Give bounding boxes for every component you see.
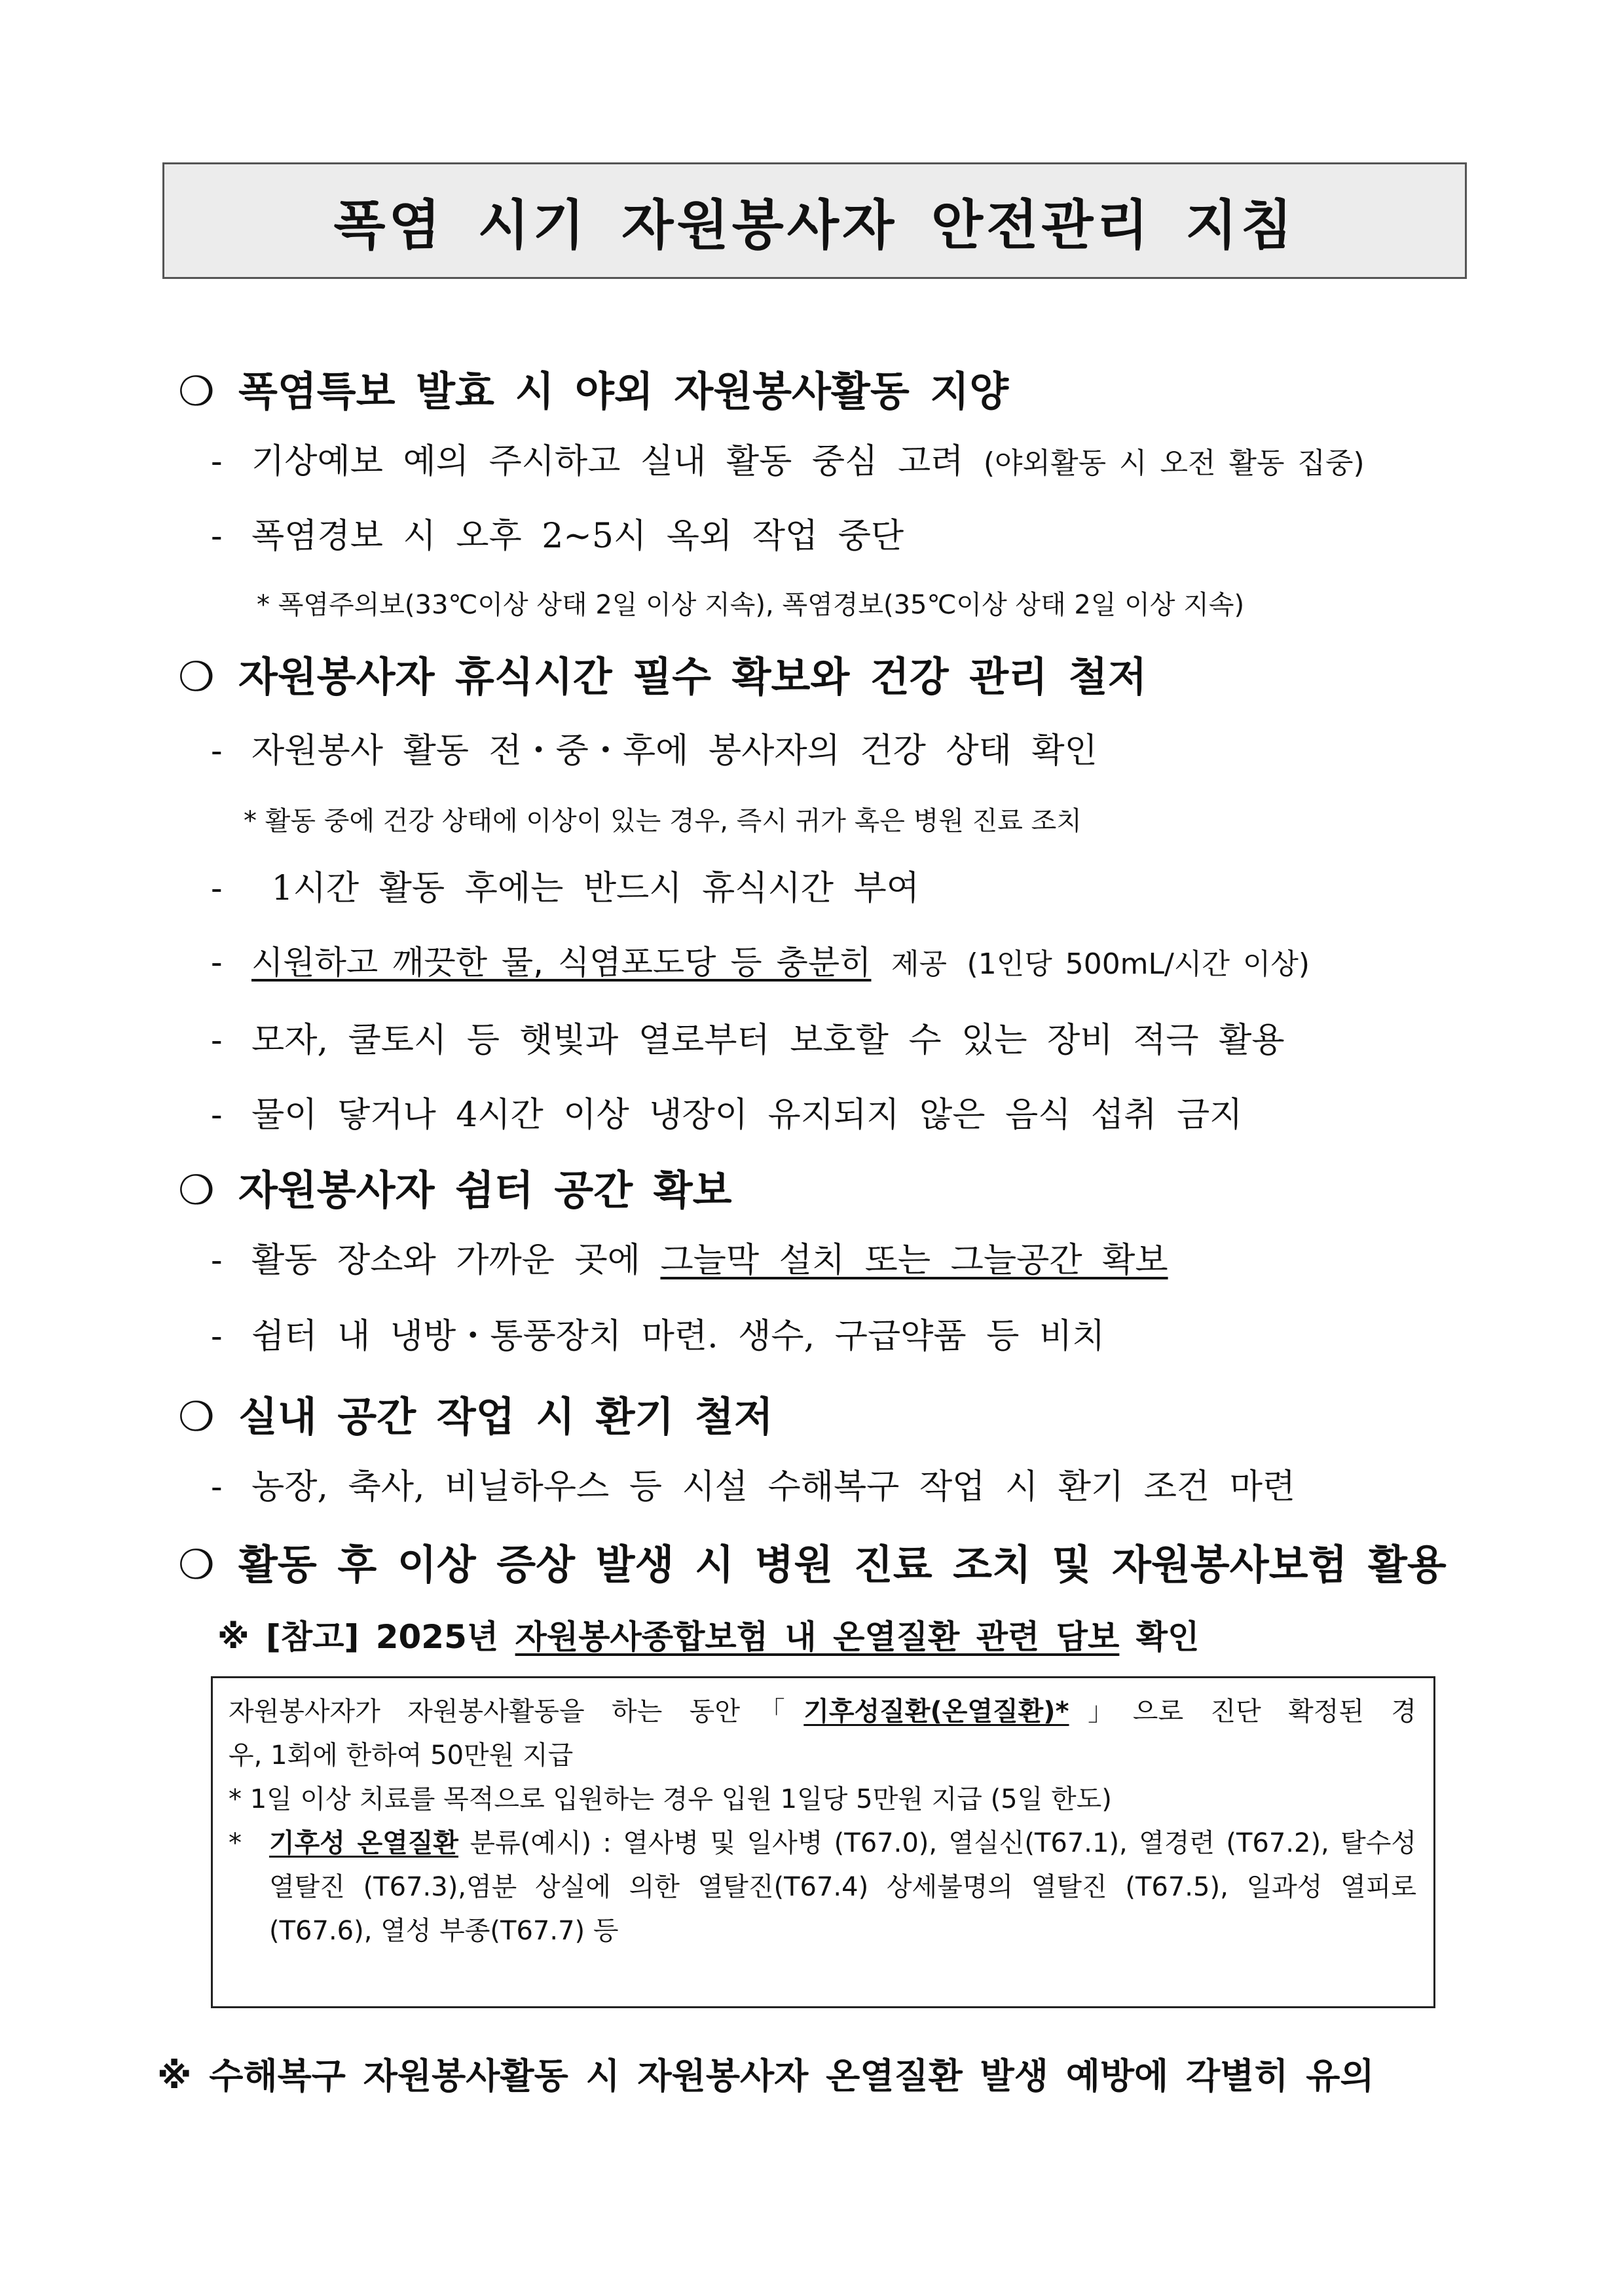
list-item: - 폭염경보 시 오후 2~5시 옥외 작업 중단 <box>211 517 904 556</box>
underlined-text: 시원하고 깨끗한 물, 식염포도당 등 충분히 <box>251 944 872 982</box>
box-line: * 1일 이상 치료를 목적으로 입원하는 경우 입원 1일당 5만원 지급 (5일 한도) <box>229 1784 1112 1814</box>
footnote: * 활동 중에 건강 상태에 이상이 있는 경우, 즉시 귀가 혹은 병원 진료 조치 <box>244 806 1082 836</box>
box-line: 우, 1회에 한하여 50만원 지급 <box>229 1740 574 1771</box>
section-heading: ❍ 실내 공간 작업 시 환기 철저 <box>178 1393 773 1441</box>
insurance-info-box <box>211 1676 1435 2008</box>
section-heading: ❍ 폭염특보 발효 시 야외 자원봉사활동 지양 <box>178 367 1009 415</box>
circle-bullet: ❍ <box>178 1541 215 1588</box>
section-heading: ❍ 자원봉사자 쉼터 공간 확보 <box>178 1166 732 1214</box>
final-note: ※ 수해복구 자원봉사활동 시 자원봉사자 온열질환 발생 예방에 각별히 유의 <box>157 2055 1375 2097</box>
underlined-text: 기후성질환(온열질환)* <box>803 1697 1069 1727</box>
page-title: 폭염 시기 자원봉사자 안전관리 지침 <box>333 194 1296 257</box>
list-item: - 물이 닿거나 4시간 이상 냉장이 유지되지 않은 음식 섭취 금지 <box>211 1095 1243 1135</box>
list-item: - 모자, 쿨토시 등 햇빛과 열로부터 보호할 수 있는 장비 적극 활용 <box>211 1021 1285 1060</box>
circle-bullet: ❍ <box>178 653 215 701</box>
circle-bullet: ❍ <box>178 367 215 415</box>
list-item: - 쉼터 내 냉방・통풍장치 마련. 생수, 구급약품 등 비치 <box>211 1317 1105 1356</box>
box-line: 자원봉사자가 자원봉사활동을 하는 동안「기후성질환(온열질환)*」으로 진단 확정된 경 <box>229 1697 1417 1727</box>
list-item: - 농장, 축사, 비닐하우스 등 시설 수해복구 작업 시 환기 조건 마련 <box>211 1467 1296 1507</box>
underlined-text: 자원봉사종합보험 내 온열질환 관련 담보 <box>515 1618 1120 1656</box>
section-heading: ❍ 자원봉사자 휴식시간 필수 확보와 건강 관리 철저 <box>178 653 1147 701</box>
list-item: - 1시간 활동 후에는 반드시 휴식시간 부여 <box>211 869 919 908</box>
section-heading: ❍ 활동 후 이상 증상 발생 시 병원 진료 조치 및 자원봉사보험 활용 <box>178 1541 1447 1588</box>
list-item: - 자원봉사 활동 전・중・후에 봉사자의 건강 상태 확인 <box>211 731 1098 771</box>
underlined-text: 기후성 온열질환 <box>269 1828 459 1858</box>
underlined-text: 그늘막 설치 또는 그늘공간 확보 <box>660 1241 1168 1280</box>
footnote: * 폭염주의보(33℃이상 상태 2일 이상 지속), 폭염경보(35℃이상 상태 2일 이상 지속) <box>257 590 1245 620</box>
box-line: * 기후성 온열질환 분류(예시) : 열사병 및 일사병 (T67.0), 열실신(T67.1), 열경련 (T67.2), 탈수성 열탈진 (T67.3),염분 상실에 의한 열탈진(T67.4) 상세불명의 열탈진 (T67.5), 일과성 열피로(T67.6), 열성 부종(T67.7) 등 <box>229 1828 1417 1946</box>
reference-line: ※ [참고] 2025년 자원봉사종합보험 내 온열질환 관련 담보 확인 <box>217 1618 1200 1656</box>
list-item: - 활동 장소와 가까운 곳에 그늘막 설치 또는 그늘공간 확보 <box>211 1241 1168 1280</box>
title-box <box>162 162 1467 279</box>
list-item: - 기상예보 예의 주시하고 실내 활동 중심 고려 (야외활동 시 오전 활동 집중) <box>211 442 1365 481</box>
circle-bullet: ❍ <box>178 1166 215 1214</box>
list-item: - 시원하고 깨끗한 물, 식염포도당 등 충분히 제공 (1인당 500mL/시간 이상) <box>211 943 1310 982</box>
circle-bullet: ❍ <box>178 1393 215 1441</box>
